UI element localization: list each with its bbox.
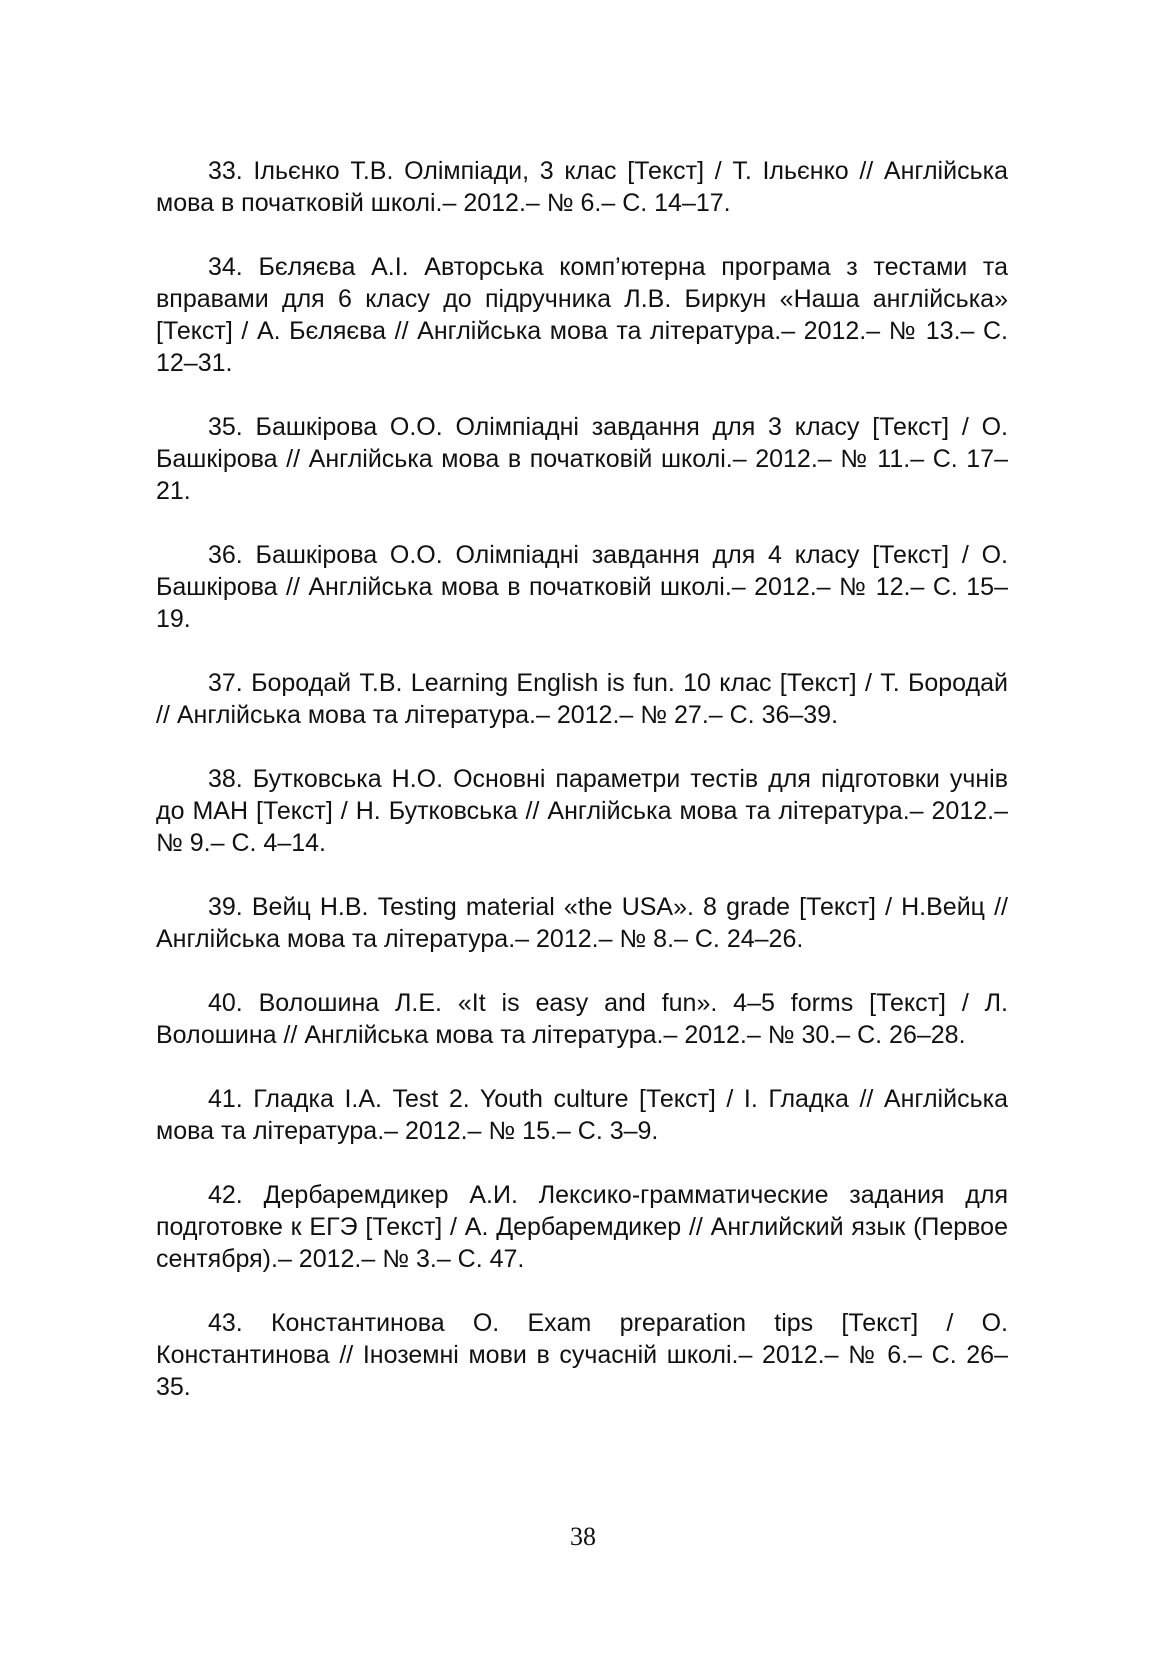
reference-item-42: 42. Дербаремдикер А.И. Лексико-грамматические задания для подготовке к ЕГЭ [Текст] / А. Дербаремдикер // Английский язык (Первое сентября).– 2012.– № 3.– С. 47. [156, 1181, 1008, 1273]
reference-item-41: 41. Гладка І.А. Test 2. Youth culture [Текст] / І. Гладка // Англійська мова та література.– 2012.– № 15.– С. 3–9. [156, 1085, 1008, 1145]
reference-item-36: 36. Башкірова О.О. Олімпіадні завдання для 4 класу [Текст] / О. Башкірова // Англійська мова в початковій школі.– 2012.– № 12.– С. 15–19. [156, 541, 1008, 633]
reference-item-40: 40. Волошина Л.Е. «It is easy and fun». 4–5 forms [Текст] / Л. Волошина // Англійська мова та література.– 2012.– № 30.– С. 26–28. [156, 989, 1008, 1049]
reference-item-43: 43. Константинова О. Exam preparation tips [Текст] / О. Константинова // Іноземні мови в сучасній школі.– 2012.– № 6.– С. 26–35. [156, 1309, 1008, 1401]
reference-item-39: 39. Вейц Н.В. Testing material «the USA». 8 grade [Текст] / Н.Вейц // Англійська мова та література.– 2012.– № 8.– С. 24–26. [156, 893, 1008, 953]
reference-item-35: 35. Башкірова О.О. Олімпіадні завдання для 3 класу [Текст] / О. Башкірова // Англійська мова в початковій школі.– 2012.– № 11.– С. 17–21. [156, 413, 1008, 505]
reference-item-37: 37. Бородай Т.В. Learning English is fun. 10 клас [Текст] / Т. Бородай // Англійська мова та література.– 2012.– № 27.– С. 36–39. [156, 669, 1008, 729]
reference-item-38: 38. Бутковська Н.О. Основні параметри тестів для підготовки учнів до МАН [Текст] / Н. Бутковська // Англійська мова та література.– 2012.– № 9.– С. 4–14. [156, 765, 1008, 857]
page-number: 38 [570, 1522, 596, 1551]
reference-list [156, 155, 1008, 1435]
reference-item-34: 34. Бєляєва А.І. Авторська комп’ютерна програма з тестами та вправами для 6 класу до підручника Л.В. Биркун «Наша англійська» [Текст] / А. Бєляєва // Англійська мова та література.– 2012.– № 13.– С. 12–31. [156, 253, 1008, 377]
reference-item-33: 33. Ільєнко Т.В. Олімпіади, 3 клас [Текст] / Т. Ільєнко // Англійська мова в початковій школі.– 2012.– № 6.– С. 14–17. [156, 157, 1008, 217]
